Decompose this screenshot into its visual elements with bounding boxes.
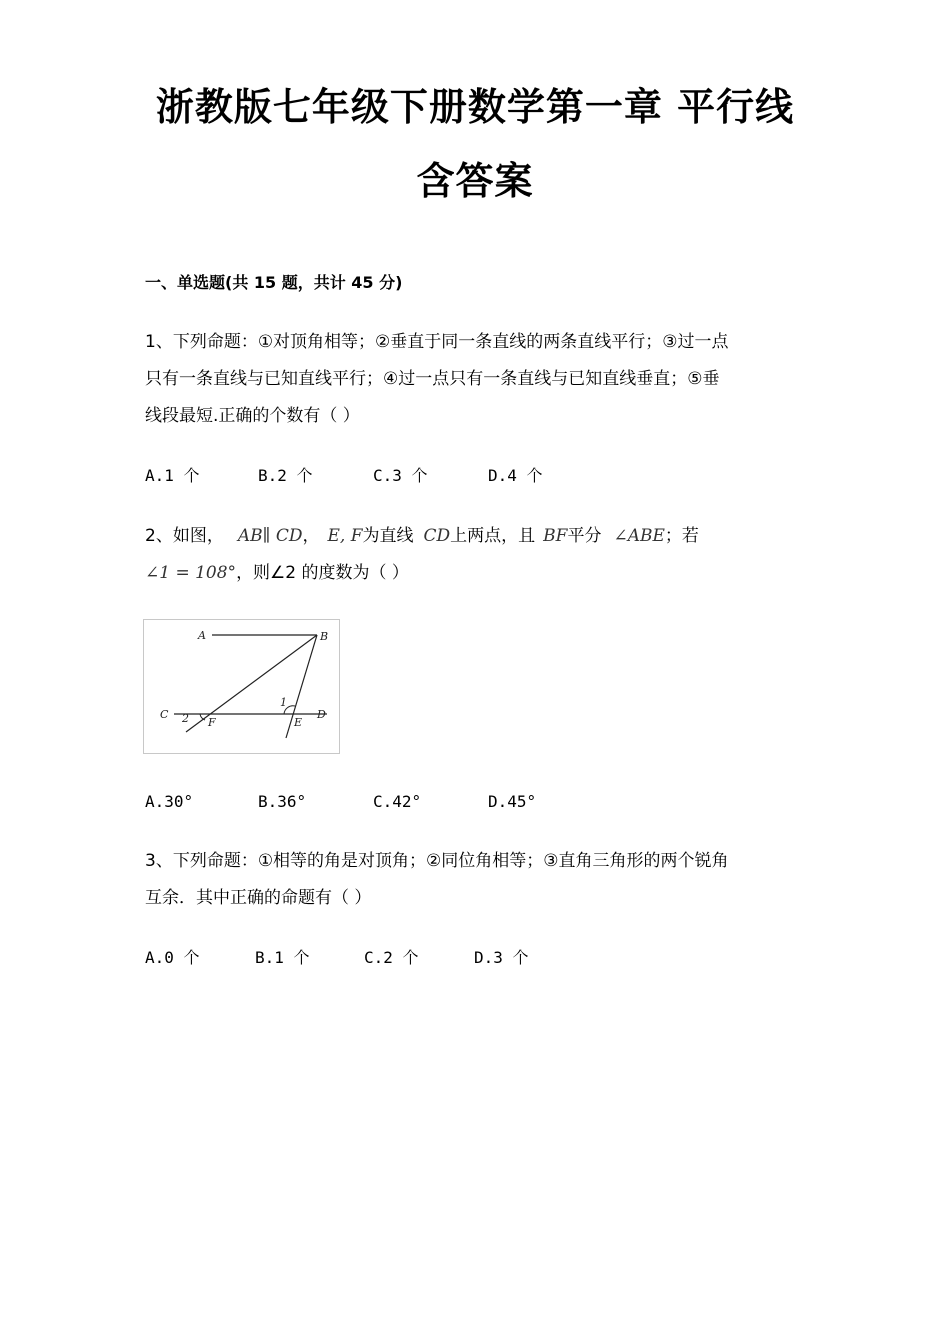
q2-option-c: C.42° xyxy=(373,792,422,811)
q2-text-between: 为直线 xyxy=(362,526,414,546)
q2-option-a: A.30° xyxy=(145,792,194,811)
q3-text-line1: 3、下列命题：①相等的角是对顶角；②同位角相等；③直角三角形的两个锐角 xyxy=(145,851,729,871)
label-d: D xyxy=(317,708,326,721)
q1-text-line1: 1、下列命题：①对顶角相等；②垂直于同一条直线的两条直线平行；③过一点 xyxy=(145,332,729,352)
q2-geometry-figure xyxy=(143,619,340,754)
q1-option-d: D.4 个 xyxy=(488,466,543,485)
q2-text-four: ；若 xyxy=(664,526,699,546)
q3-option-a: A.0 个 xyxy=(145,948,200,967)
q2-text-line2 xyxy=(145,562,409,584)
q2-points-ef: E, F xyxy=(327,526,363,546)
q2-comma: ， xyxy=(302,526,320,546)
q2-text-two: 上两点，且 xyxy=(450,526,536,546)
geometry-diagram xyxy=(144,620,339,753)
section-heading: 一、单选题(共 15 题，共计 45 分) xyxy=(145,273,403,292)
q3-text-line2: 互余．其中正确的命题有（ ） xyxy=(145,888,372,908)
document-title-line2: 含答案 xyxy=(416,159,534,203)
q2-ab-parallel-cd: AB∥ CD xyxy=(237,526,303,546)
label-angle-1: 1 xyxy=(280,696,287,709)
q1-text-line2: 只有一条直线与已知直线平行；④过一点只有一条直线与已知直线垂直；⑤垂 xyxy=(145,369,720,389)
q2-text-line1 xyxy=(145,525,699,547)
q2-line-cd: CD xyxy=(423,526,451,546)
label-a: A xyxy=(198,629,206,642)
q1-option-c: C.3 个 xyxy=(373,466,428,485)
label-f: F xyxy=(208,716,216,729)
q2-angle1-value: ∠1 = 108° xyxy=(145,563,237,583)
q2-option-d: D.45° xyxy=(488,792,537,811)
q1-option-b: B.2 个 xyxy=(258,466,313,485)
q2-segment-bf: BF xyxy=(543,526,568,546)
q2-prefix: 2、如图， xyxy=(145,526,224,546)
document-title-line1: 浙教版七年级下册数学第一章 平行线 xyxy=(155,85,795,129)
q1-option-a: A.1 个 xyxy=(145,466,200,485)
q2-option-b: B.36° xyxy=(258,792,307,811)
label-angle-2: 2 xyxy=(182,712,189,725)
q2-text-three: 平分 xyxy=(567,526,602,546)
label-b: B xyxy=(320,630,329,643)
q3-option-c: C.2 个 xyxy=(364,948,419,967)
label-e: E xyxy=(294,716,303,729)
q2-angle-abe: ∠ABE xyxy=(613,526,665,546)
q2-text-five: ，则∠2 的度数为（ ） xyxy=(236,563,409,583)
q3-option-d: D.3 个 xyxy=(474,948,529,967)
q3-option-b: B.1 个 xyxy=(255,948,310,967)
label-c: C xyxy=(160,708,169,721)
q1-text-line3: 线段最短.正确的个数有（ ） xyxy=(145,406,360,426)
